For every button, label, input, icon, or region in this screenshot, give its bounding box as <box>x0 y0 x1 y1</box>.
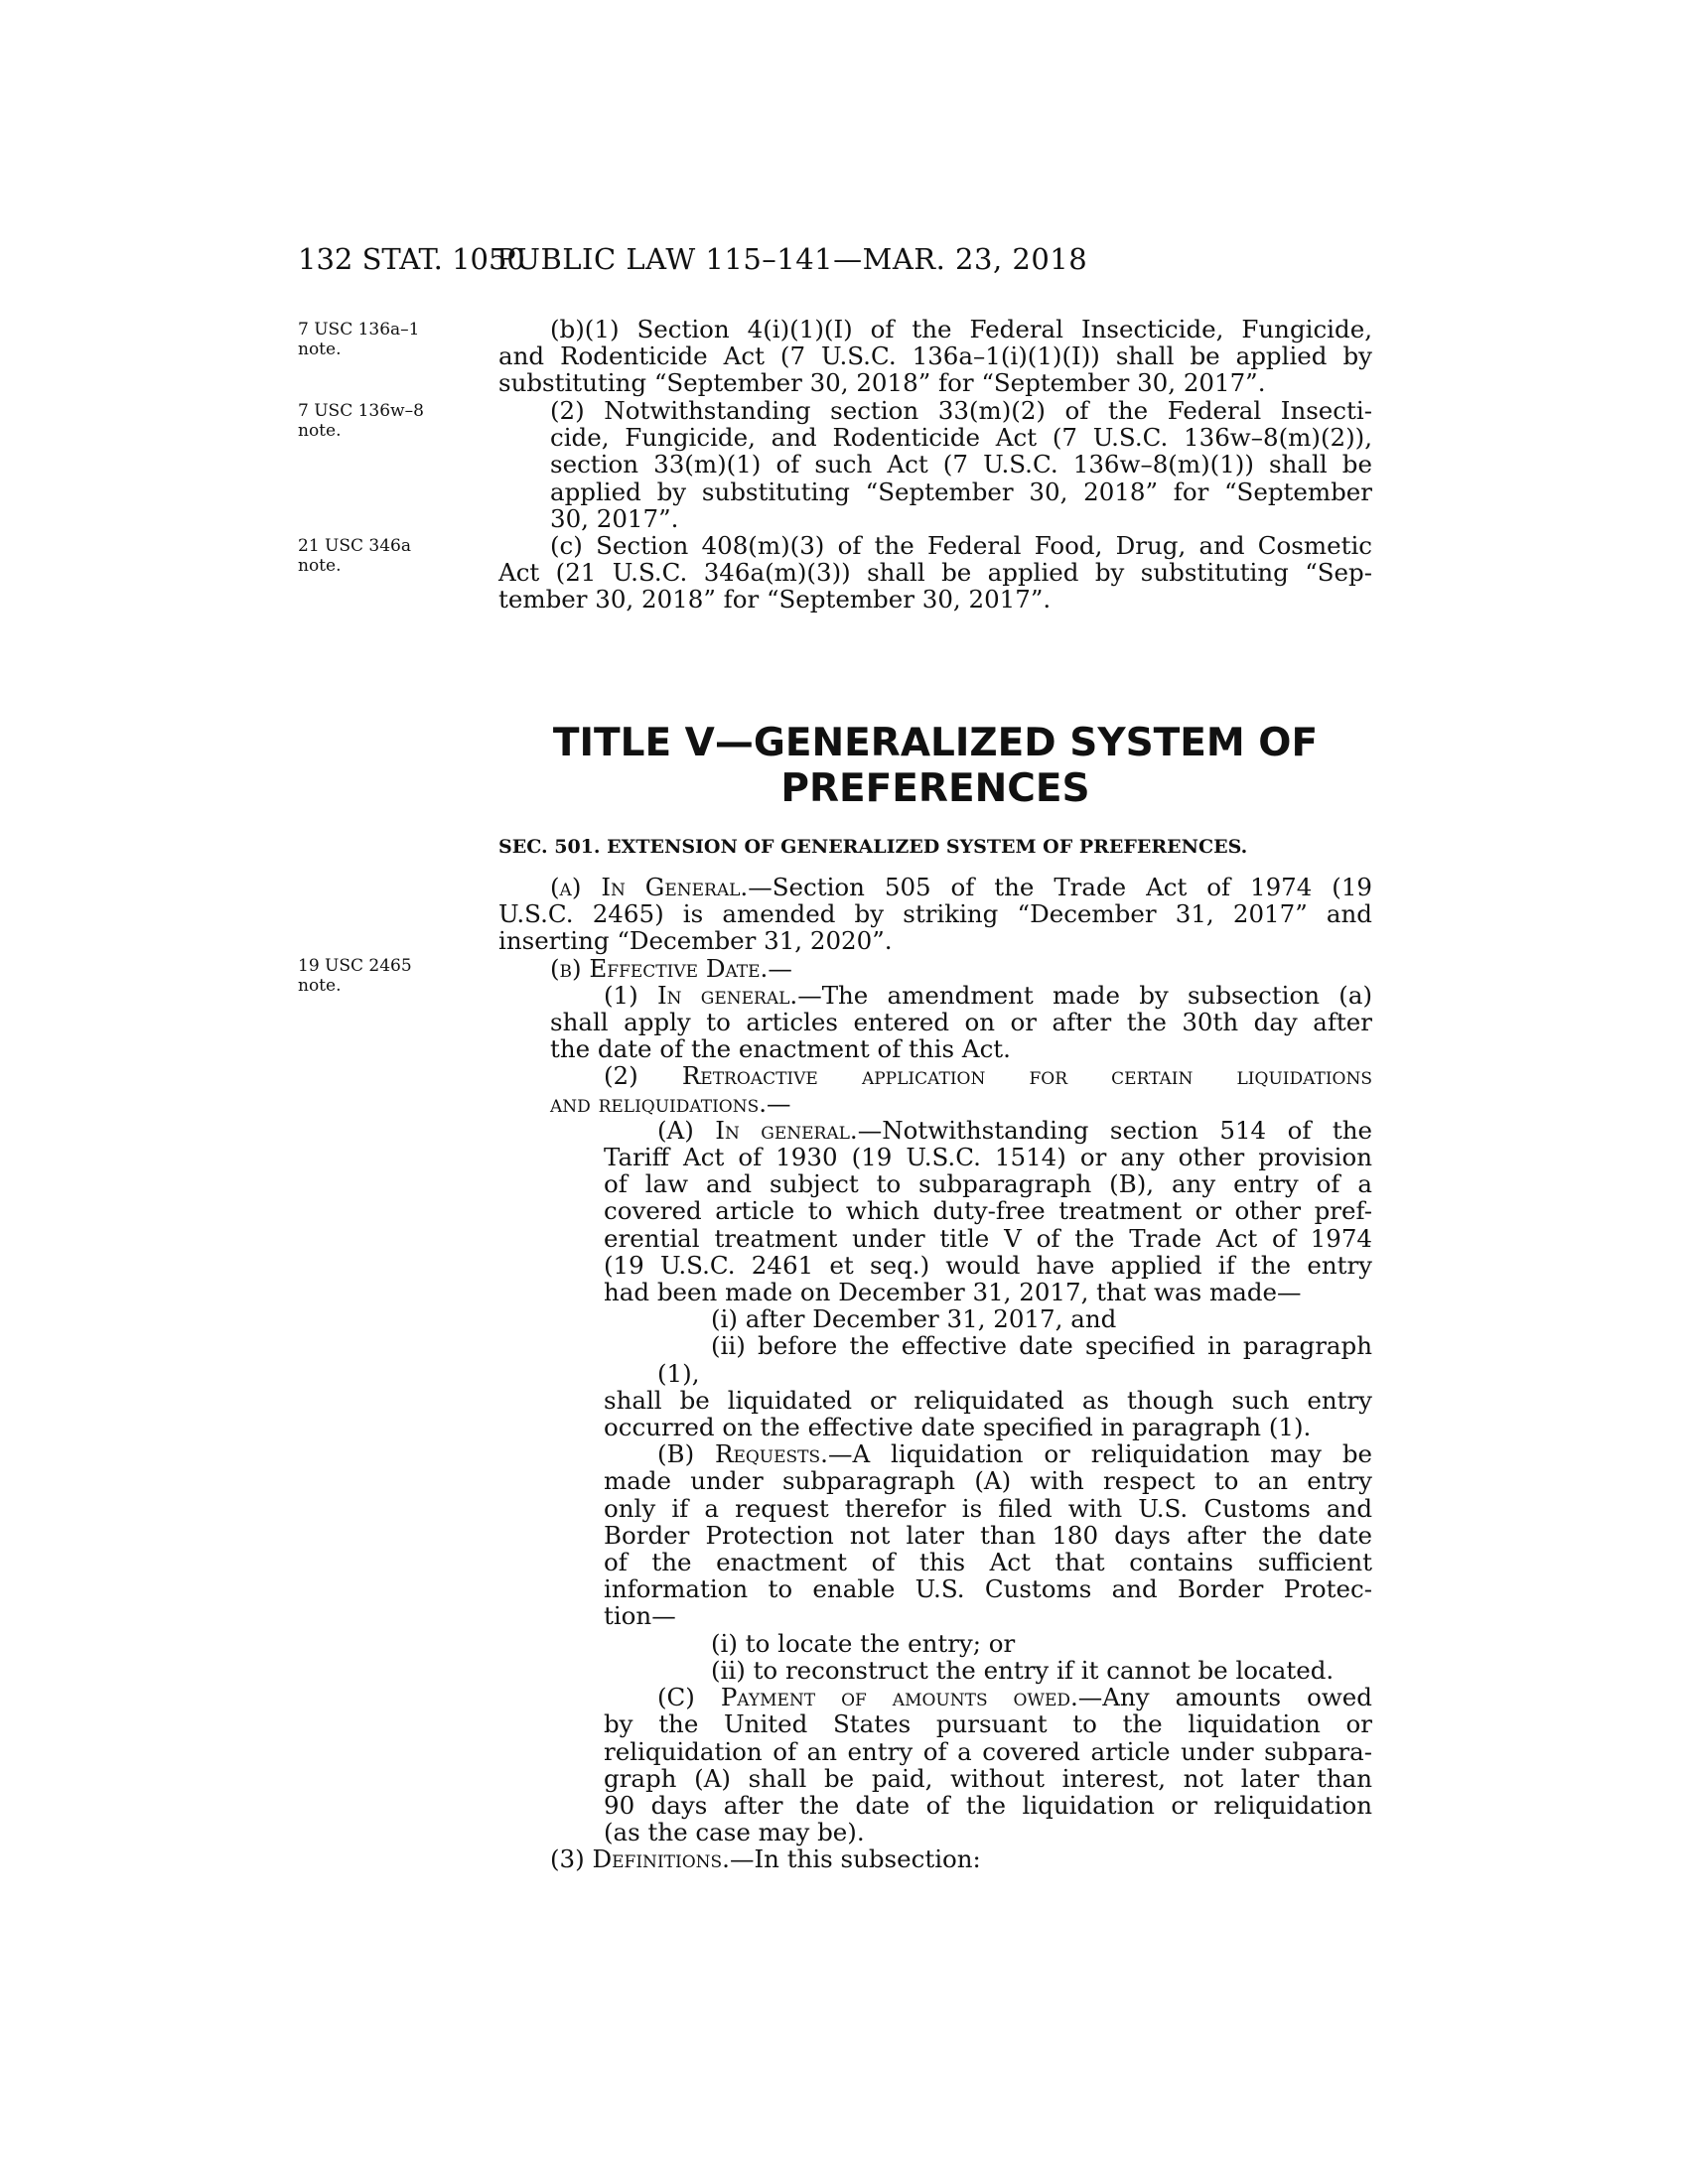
margin-note: 19 USC 2465 note. <box>298 956 412 996</box>
margin-note: 7 USC 136w–8 note. <box>298 401 424 441</box>
paragraph-b3: (3) Definitions.—In this subsection: <box>550 1844 981 1874</box>
subsection-b: (b) Effective Date.— <box>550 953 792 983</box>
page-number: 132 STAT. 1050 <box>298 242 525 276</box>
margin-note: 7 USC 136a–1 note. <box>298 320 420 359</box>
section-heading: SEC. 501. EXTENSION OF GENERALIZED SYSTEM OF PREFERENCES. <box>498 836 1248 858</box>
subparagraph-b: (B) Requests.—A liquidation or reliquidation may be <box>657 1439 1373 1469</box>
clause-ii: (ii) to reconstruct the entry if it cannot be located. <box>711 1655 1335 1685</box>
margin-note: 21 USC 346a note. <box>298 536 412 576</box>
section-b2: (2) Notwithstanding section 33(m)(2) of the Federal Insecti- cide, Fungicide, and Rodenticide Act (7 U.S.C. 136w–8(m)(2)), section 33(m)(1) of such Act (7 U.S.C. 136w–8(m)(1)) shall be applied by substituting “September 30, 2018” for “September 30, 2017”. <box>550 396 1372 533</box>
running-title: PUBLIC LAW 115–141—MAR. 23, 2018 <box>496 242 1088 276</box>
subparagraph-a: (A) In general.—Notwithstanding section 514 of the <box>657 1115 1372 1145</box>
clause-i: (i) to locate the entry; or <box>711 1628 1016 1658</box>
section-c: (c) Section 408(m)(3) of the Federal Food, Drug, and Cosmetic Act (21 U.S.C. 346a(m)(3)) shall be applied by substituting “Sep- tember 30, 2018” for “September 30, 2017”. <box>498 531 1372 614</box>
section-b1: (b)(1) Section 4(i)(1)(I) of the Federal Insecticide, Fungicide, and Rodenticide Act (7 U.S.C. 136a–1(i)(1)(I)) shall be applied by substituting “September 30, 2018” for “September 30, 2017”. <box>498 315 1372 398</box>
paragraph-b1: (1) In general.—The amendment made by subsection (a) <box>604 980 1372 1010</box>
title-heading: TITLE V—GENERALIZED SYSTEM OF PREFERENCES <box>552 721 1319 811</box>
clause-ii: (ii) before the effective date specified in paragraph <box>711 1331 1372 1361</box>
subsection-a: (a) In General.—Section 505 of the Trade Act of 1974 (19 <box>550 873 1372 901</box>
paragraph-b2: (2) Retroactive application for certain liquidations <box>604 1061 1372 1091</box>
section-501-body: (a) In General.—Section 505 of the Trade Act of 1974 (19 U.S.C. 2465) is amended by striking “December 31, 2017” and inserting “December 31, 2020”. (b) Effective Date.— (1) In general.—The amendment made by subsection (a) shall apply to articles entered on or after the 30th day after the date of the enactment of this Act. (2) Retroactive application for certain liquidations and reliquidations.— (A) In general.—Notwithstanding section 514 of the Tariff Act of 1930 (19 U.S.C. 1514) or any other provision of law and subject to subparagraph (B), any entry of a covered article to which duty-free treatment or other pref- erential treatment under title V of the Trade Act of 1974 (19 U.S.C. 2461 et seq.) would have applied if the entry had been made on December 31, 2017, that was made— (i) after December 31, 2017, and (ii) before the effective date specified in paragraph (1), shall be liquidated or reliquidated as though such entry occurred on the effective date specified in paragraph (1). (B) Requests.—A liquidation or reliquidation may be made under subparagraph (A) with respect to an entry only if a request therefor is filed with U.S. Customs and Border Protection not later than 180 days after the date of the enactment of this Act that contains sufficient information to enable U.S. Customs and Border Protec- tion— (i) to locate the entry; or (ii) to reconstruct the entry if it cannot be located. (C) Payment of amounts owed.—Any amounts owed by the United States pursuant to the liquidation or reliquidation of an entry of a covered article under subpara- graph (A) shall be paid, without interest, not later than 90 days after the date of the liquidation or reliquidation (as the case may be). (3) Definitions.—In this subsection: <box>498 873 1373 1874</box>
clause-i: (i) after December 31, 2017, and <box>711 1304 1117 1334</box>
subparagraph-c: (C) Payment of amounts owed.—Any amounts owed <box>657 1683 1372 1712</box>
page-header <box>298 242 1370 282</box>
